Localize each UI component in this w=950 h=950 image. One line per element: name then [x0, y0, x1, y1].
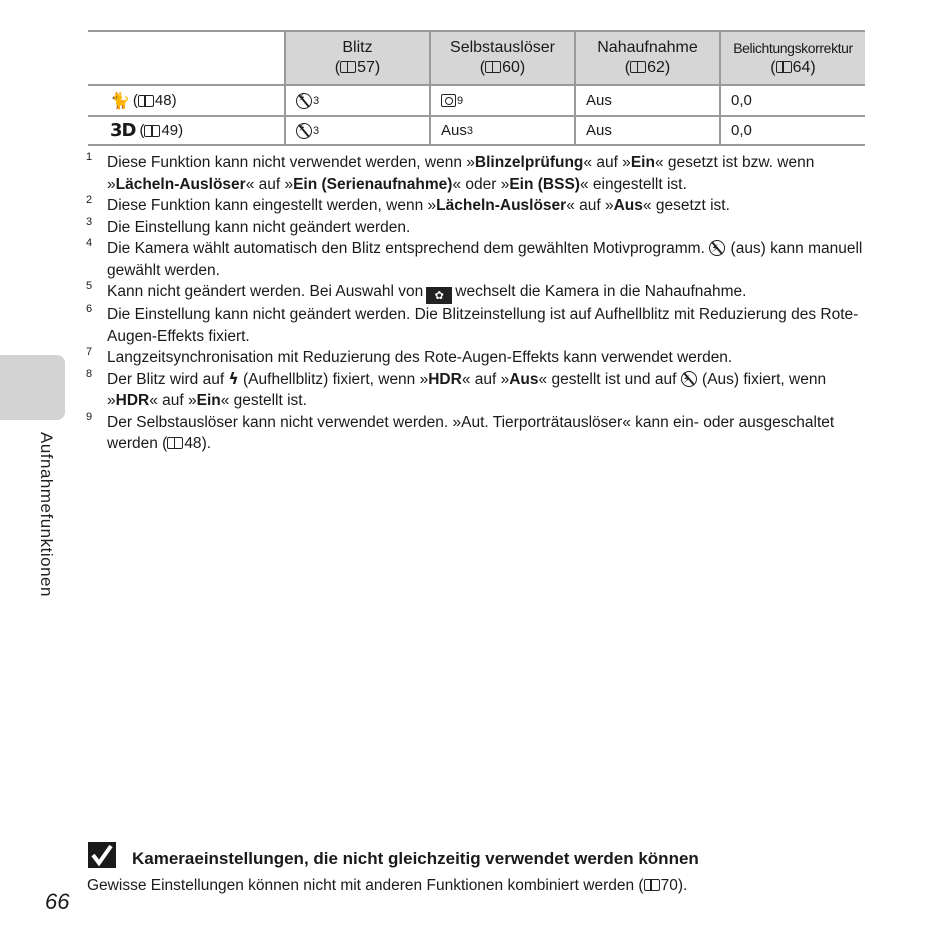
header-nahaufnahme: Nahaufnahme ( 62) — [574, 32, 719, 84]
chapter-tab — [0, 355, 65, 420]
book-ref-icon — [644, 879, 660, 891]
footnote-4: 4 Die Kamera wählt automatisch den Blitz entsprechend dem gewählten Motivprogramm. ⚡ (aus) kann manuell gewählt werden. — [86, 238, 876, 281]
book-ref-icon — [144, 125, 160, 137]
book-ref-icon — [630, 61, 646, 73]
table-header-row — [88, 30, 865, 84]
footnote-5: 5 Kann nicht geändert werden. Bei Auswahl von ✿ wechselt die Kamera in die Nahaufnahme. — [86, 280, 747, 302]
book-ref-icon — [776, 61, 792, 73]
footnote-1: 1 Diese Funktion kann nicht verwendet werden, wenn »Blinzelprüfung« auf »Ein« gesetzt ist bzw. wenn »Lächeln-Auslöser« auf »Ein (Serienaufnahme)« oder »Ein (BSS)« eingestellt ist. — [86, 151, 815, 193]
macro-cell: Aus — [574, 117, 719, 144]
book-ref-icon — [340, 61, 356, 73]
3d-icon: 3D — [110, 120, 136, 141]
caution-check-icon — [88, 842, 116, 868]
macro-cell: Aus — [574, 86, 719, 115]
footnotes — [86, 152, 876, 455]
table-row — [88, 84, 865, 115]
timer-cell: Aus 3 — [429, 117, 574, 144]
flash-off-icon — [709, 240, 725, 256]
caution-text: Gewisse Einstellungen können nicht mit anderen Funktionen kombiniert werden ( 70). — [87, 877, 688, 894]
footnote-9: 9 Der Selbstauslöser kann nicht verwendet werden. »Aut. Tierporträtauslöser« kann ein- oder ausgeschaltet werden ( 48). — [86, 410, 835, 452]
book-ref-icon — [138, 95, 154, 107]
flash-off-icon — [296, 123, 312, 139]
pet-portrait-icon: 🐈 — [110, 91, 130, 110]
function-table — [88, 30, 865, 146]
footnote-3: 3 Die Einstellung kann nicht geändert werden. — [86, 215, 411, 236]
header-blitz: Blitz ( 57) — [284, 32, 429, 84]
header-belichtungskorrektur: Belichtungskorrektur ( 64) — [719, 32, 865, 84]
footnote-2: 2 Diese Funktion kann eingestellt werden, wenn »Lächeln-Auslöser« auf »Aus« gesetzt ist. — [86, 194, 730, 214]
footnote-8: 8 Der Blitz wird auf ϟ (Aufhellblitz) fixiert, wenn »HDR« auf »Aus« gestellt ist und auf ⚡ (Aus) fixiert, wenn »HDR« auf »Ein« gestellt ist. — [86, 369, 876, 412]
caution-title: Kameraeinstellungen, die nicht gleichzeitig verwendet werden können — [132, 849, 699, 868]
chapter-label — [36, 432, 60, 612]
flash-cell: ⚡ 3 — [284, 86, 429, 115]
table-row — [88, 115, 865, 146]
exposure-cell: 0,0 — [719, 86, 865, 115]
footnote-6: 6 Die Einstellung kann nicht geändert werden. Die Blitzeinstellung ist auf Aufhellblitz mit Reduzierung des Rote-Augen-Effekts fixiert. — [86, 303, 859, 345]
book-ref-icon — [167, 437, 183, 449]
mode-cell-pet: 🐈 ( 48 ) — [110, 91, 177, 110]
footnote-7: 7 Langzeitsynchronisation mit Reduzierung des Rote-Augen-Effekts kann verwendet werden. — [86, 346, 733, 366]
book-ref-icon — [485, 61, 501, 73]
fill-flash-icon: ϟ — [228, 369, 239, 388]
header-selbstausloeser: Selbstauslöser ( 60) — [429, 32, 574, 84]
flash-cell: ⚡ 3 — [284, 117, 429, 144]
flash-off-icon — [681, 371, 697, 387]
close-up-scene-icon: ✿ — [426, 287, 452, 304]
exposure-cell: 0,0 — [719, 117, 865, 144]
flash-off-icon — [296, 93, 312, 109]
page-number: 66 — [45, 889, 70, 914]
chapter-label-text: Aufnahmefunktionen — [37, 432, 56, 597]
timer-cell: 9 — [429, 86, 574, 115]
mode-cell-3d: 3D ( 49 ) — [110, 120, 184, 141]
pet-auto-release-icon — [441, 94, 456, 107]
header-blank-cell — [88, 32, 284, 84]
